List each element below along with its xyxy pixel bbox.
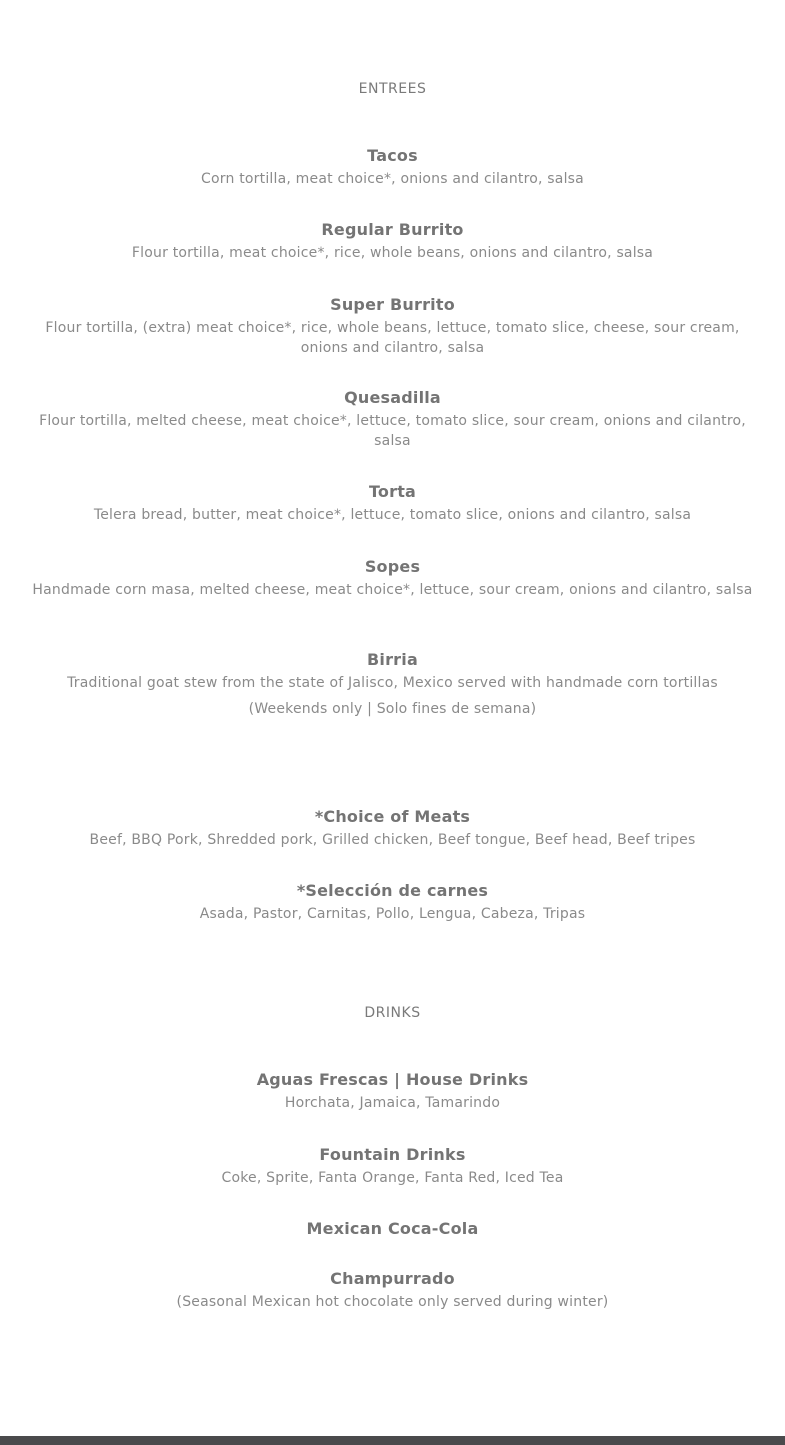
menu-item-aguas-frescas [30,1069,755,1113]
item-title: Birria [367,650,418,669]
seleccion-de-carnes [30,880,755,924]
item-title: Mexican Coca-Cola [306,1219,479,1238]
menu-item-birria [30,649,755,719]
item-title: Aguas Frescas | House Drinks [256,1070,529,1089]
menu-item-super-burrito [30,294,755,358]
item-title: Torta [368,482,417,501]
item-description: Flour tortilla, meat choice*, rice, whole beans, onions and cilantro, salsa [131,245,654,261]
item-title: *Selección de carnes [296,881,489,900]
item-description: Beef, BBQ Pork, Shredded pork, Grilled chicken, Beef tongue, Beef head, Beef tripes [89,832,696,848]
item-title: Sopes [364,557,421,576]
drinks-heading: DRINKS [364,1005,421,1021]
item-description: (Seasonal Mexican hot chocolate only served during winter) [176,1294,609,1310]
item-description: Corn tortilla, meat choice*, onions and cilantro, salsa [201,171,584,187]
menu-item-fountain-drinks [30,1144,755,1188]
footer-bar [0,1436,785,1445]
item-title: *Choice of Meats [314,807,471,826]
menu-item-sopes [30,556,755,600]
item-title: Fountain Drinks [319,1145,466,1164]
item-note: (Weekends only | Solo fines de semana) [248,701,537,717]
menu-item-tacos [30,145,755,189]
item-title: Super Burrito [330,295,455,314]
item-description: Horchata, Jamaica, Tamarindo [284,1095,501,1111]
item-description: Coke, Sprite, Fanta Orange, Fanta Red, Iced Tea [221,1170,564,1186]
item-title: Regular Burrito [321,220,464,239]
item-description: Traditional goat stew from the state of Jalisco, Mexico served with handmade corn tortillas [67,675,718,691]
menu-item-quesadilla [30,387,755,451]
item-description: Flour tortilla, melted cheese, meat choice*, lettuce, tomato slice, sour cream, onions and cilantro, salsa [39,413,746,449]
item-title: Champurrado [330,1269,455,1288]
menu-item-champurrado [30,1268,755,1312]
entrees-heading: ENTREES [358,81,427,97]
item-title: Tacos [367,146,418,165]
menu-item-regular-burrito [30,219,755,263]
item-description: Telera bread, butter, meat choice*, lettuce, tomato slice, onions and cilantro, salsa [93,507,692,523]
item-description: Asada, Pastor, Carnitas, Pollo, Lengua, Cabeza, Tripas [199,906,586,922]
item-description: Flour tortilla, (extra) meat choice*, rice, whole beans, lettuce, tomato slice, cheese, sour cream, onions and cilantro, salsa [45,320,740,356]
item-title: Quesadilla [344,388,441,407]
menu-item-torta [30,481,755,525]
menu-item-mexican-coca-cola [30,1218,755,1240]
choice-of-meats [30,806,755,850]
item-description: Handmade corn masa, melted cheese, meat choice*, lettuce, sour cream, onions and cilantro, salsa [32,582,753,598]
